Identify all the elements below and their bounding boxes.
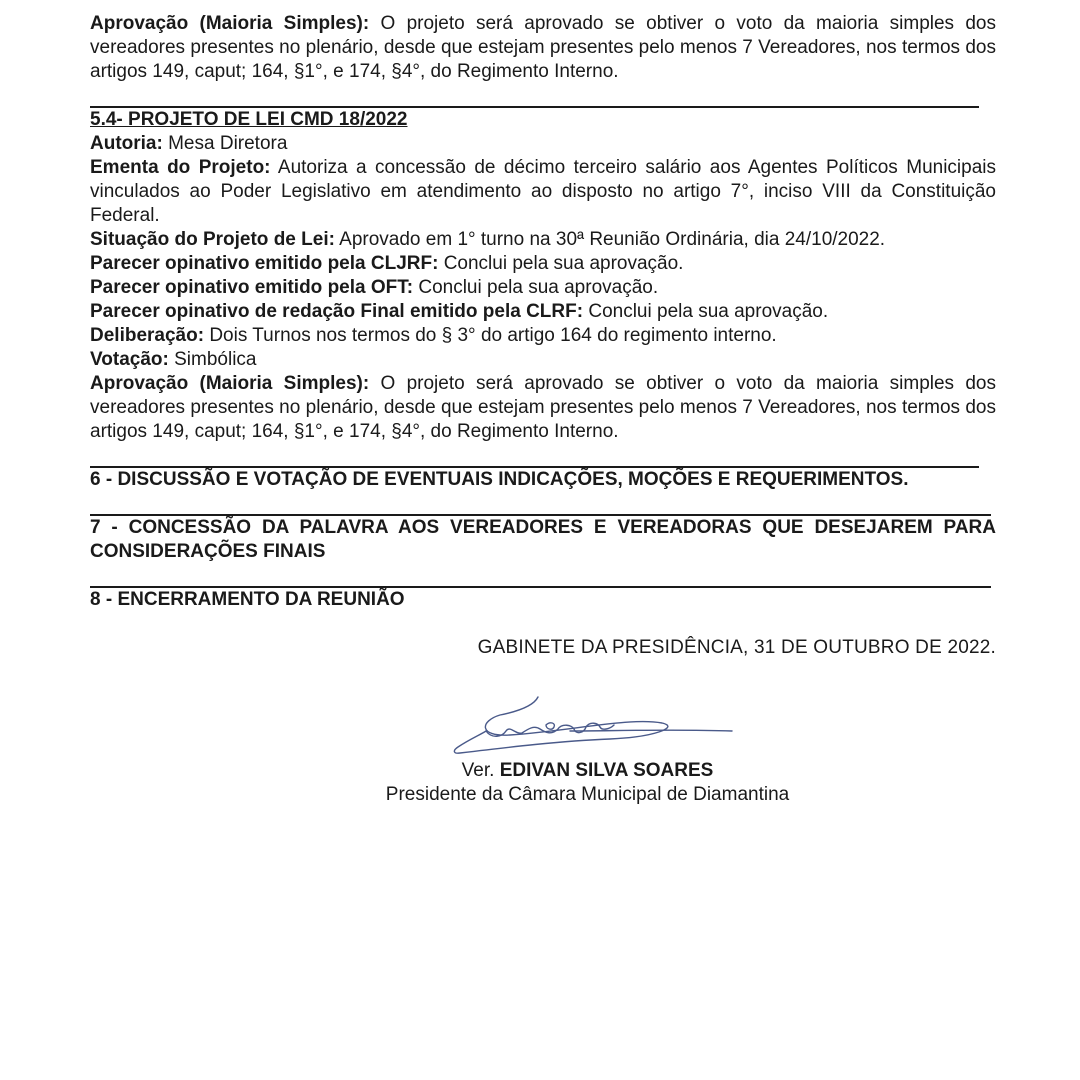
document-body <box>90 12 996 612</box>
field-value: Conclui pela sua aprovação. <box>413 277 659 298</box>
field-ementa <box>90 156 996 228</box>
handwritten-signature <box>450 691 740 761</box>
field-deliberacao <box>90 324 996 348</box>
field-value: Mesa Diretora <box>162 133 288 154</box>
signer-role: Presidente da Câmara Municipal de Diamantina <box>385 784 790 805</box>
field-value: O projeto será aprovado se obtiver o voto da maioria simples dos vereadores presentes no plenário, desde que estejam presentes pelo menos 7 Vereadores, nos termos dos artigos 149, caput; 164, §1°, e 174, §4°, do Regimento Interno. <box>90 373 997 442</box>
field-parecer-cljrf <box>90 252 996 276</box>
field-value: Dois Turnos nos termos do § 3° do artigo 164 do regimento interno. <box>204 325 777 346</box>
top-approval-paragraph <box>90 12 996 84</box>
signer-name-line <box>0 759 1080 783</box>
field-parecer-clrf <box>90 300 996 324</box>
field-value: Autoriza a concessão de décimo terceiro salário aos Agentes Políticos Municipais vinculados ao Poder Legislativo em atendimento ao disposto no artigo 7°, inciso VIII da Constituição Federal. <box>90 157 996 226</box>
field-parecer-oft <box>90 276 996 300</box>
field-autoria <box>90 132 996 156</box>
field-aprovacao <box>90 372 996 444</box>
field-label: Votação: <box>90 349 169 370</box>
signer-prefix: Ver. <box>461 760 500 781</box>
section-8-heading: 8 - ENCERRAMENTO DA REUNIÃO <box>90 589 405 610</box>
top-approval-label: Aprovação (Maioria Simples): <box>90 13 370 34</box>
field-value: Aprovado em 1° turno na 30ª Reunião Ordinária, dia 24/10/2022. <box>334 229 886 250</box>
project-title: 5.4- PROJETO DE LEI CMD 18/2022 <box>90 109 408 130</box>
section-7-heading: 7 - CONCESSÃO DA PALAVRA AOS VEREADORES E VEREADORAS QUE DESEJAREM PARA CONSIDERAÇÕES FINAIS <box>90 517 996 562</box>
signer-name: EDIVAN SILVA SOARES <box>499 760 714 781</box>
field-label: Autoria: <box>90 133 163 154</box>
field-label: Aprovação (Maioria Simples): <box>90 373 370 394</box>
top-approval-text: O projeto será aprovado se obtiver o voto da maioria simples dos vereadores presentes no plenário, desde que estejam presentes pelo menos 7 Vereadores, nos termos dos artigos 149, caput; 164, §1°, e 174, §4°, do Regimento Interno. <box>90 13 997 82</box>
field-label: Parecer opinativo de redação Final emitido pela CLRF: <box>90 301 584 322</box>
field-label: Parecer opinativo emitido pela OFT: <box>90 277 414 298</box>
field-label: Parecer opinativo emitido pela CLJRF: <box>90 253 439 274</box>
field-value: Conclui pela sua aprovação. <box>583 301 829 322</box>
date-line: GABINETE DA PRESIDÊNCIA, 31 DE OUTUBRO DE 2022. <box>477 637 996 658</box>
field-label: Situação do Projeto de Lei: <box>90 229 335 250</box>
field-value: Simbólica <box>168 349 257 370</box>
field-value: Conclui pela sua aprovação. <box>438 253 684 274</box>
section-6-heading: 6 - DISCUSSÃO E VOTAÇÃO DE EVENTUAIS INDICAÇÕES, MOÇÕES E REQUERIMENTOS. <box>90 469 909 490</box>
field-label: Ementa do Projeto: <box>90 157 271 178</box>
field-votacao <box>90 348 996 372</box>
field-label: Deliberação: <box>90 325 205 346</box>
field-situacao <box>90 228 996 252</box>
